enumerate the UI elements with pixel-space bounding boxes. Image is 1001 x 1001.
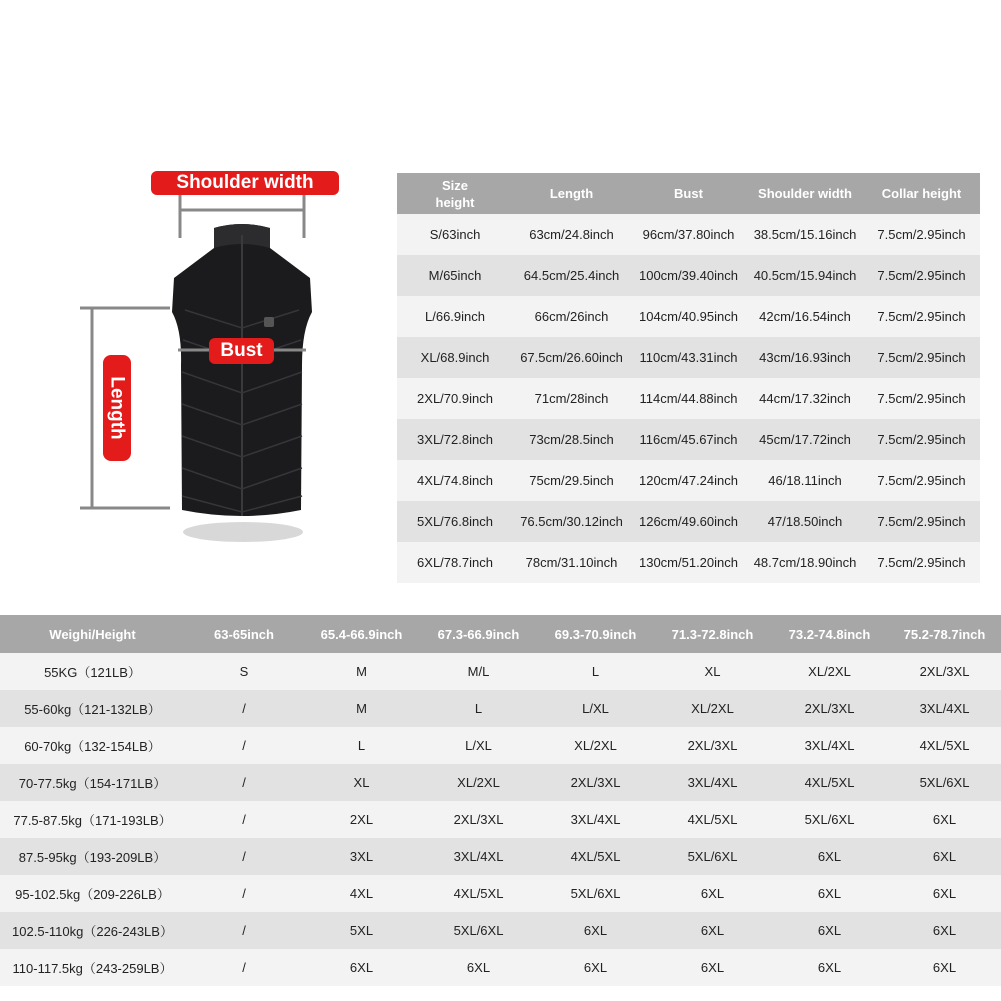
collar-height-cell: 7.5cm/2.95inch <box>863 296 980 337</box>
recommended-size-cell: 6XL <box>654 949 771 986</box>
recommended-size-cell: 4XL <box>303 875 420 912</box>
shoulder-width-cell: 47/18.50inch <box>747 501 863 542</box>
recommended-size-cell: 3XL <box>303 838 420 875</box>
recommended-size-cell: XL/2XL <box>537 727 654 764</box>
collar-height-cell: 7.5cm/2.95inch <box>863 419 980 460</box>
recommended-size-cell: 6XL <box>888 801 1001 838</box>
length-cell: 67.5cm/26.60inch <box>513 337 630 378</box>
height-range-header: 75.2-78.7inch <box>888 615 1001 653</box>
length-cell: 63cm/24.8inch <box>513 214 630 255</box>
recommended-size-cell: / <box>185 875 303 912</box>
recommended-size-cell: 6XL <box>888 838 1001 875</box>
length-cell: 71cm/28inch <box>513 378 630 419</box>
recommended-size-cell: XL <box>654 653 771 690</box>
size-cell: 6XL/78.7inch <box>397 542 513 583</box>
weight-height-header-row <box>0 615 1001 653</box>
bust-cell: 126cm/49.60inch <box>630 501 747 542</box>
table-row <box>0 912 1001 949</box>
vest-icon <box>172 224 312 516</box>
size-cell: 3XL/72.8inch <box>397 419 513 460</box>
table-row <box>397 214 980 255</box>
recommended-size-cell: L <box>537 653 654 690</box>
table-row <box>397 255 980 296</box>
bust-cell: 130cm/51.20inch <box>630 542 747 583</box>
recommended-size-cell: / <box>185 801 303 838</box>
size-height-header: Size height <box>397 173 513 214</box>
recommended-size-cell: / <box>185 838 303 875</box>
weight-cell: 55KG（121LB） <box>0 653 185 690</box>
recommended-size-cell: 6XL <box>888 912 1001 949</box>
recommended-size-cell: 6XL <box>888 875 1001 912</box>
collar-height-header: Collar height <box>863 173 980 214</box>
recommended-size-cell: 5XL/6XL <box>537 875 654 912</box>
vest-shadow <box>183 522 303 542</box>
collar-height-cell: 7.5cm/2.95inch <box>863 378 980 419</box>
recommended-size-cell: 2XL/3XL <box>888 653 1001 690</box>
collar-height-cell: 7.5cm/2.95inch <box>863 501 980 542</box>
bust-header: Bust <box>630 173 747 214</box>
recommended-size-cell: XL/2XL <box>654 690 771 727</box>
length-header: Length <box>513 173 630 214</box>
weight-cell: 55-60kg（121-132LB） <box>0 690 185 727</box>
size-chart-header-row <box>397 173 980 214</box>
recommended-size-cell: 3XL/4XL <box>888 690 1001 727</box>
bust-label: Bust <box>209 338 274 364</box>
recommended-size-cell: L/XL <box>420 727 537 764</box>
table-row <box>397 460 980 501</box>
recommended-size-cell: XL <box>303 764 420 801</box>
recommended-size-cell: 2XL/3XL <box>654 727 771 764</box>
size-cell: L/66.9inch <box>397 296 513 337</box>
recommended-size-cell: 6XL <box>771 949 888 986</box>
length-cell: 75cm/29.5inch <box>513 460 630 501</box>
recommended-size-cell: 6XL <box>654 875 771 912</box>
length-label: Length <box>107 376 129 440</box>
table-row <box>397 501 980 542</box>
height-range-header: 69.3-70.9inch <box>537 615 654 653</box>
recommended-size-cell: 2XL/3XL <box>537 764 654 801</box>
bust-cell: 96cm/37.80inch <box>630 214 747 255</box>
bust-cell: 120cm/47.24inch <box>630 460 747 501</box>
table-row <box>0 653 1001 690</box>
weight-cell: 95-102.5kg（209-226LB） <box>0 875 185 912</box>
shoulder-width-label: Shoulder width <box>151 171 339 195</box>
weight-height-header: Weighi/Height <box>0 615 185 653</box>
recommended-size-cell: 2XL/3XL <box>771 690 888 727</box>
weight-cell: 110-117.5kg（243-259LB） <box>0 949 185 986</box>
vest-illustration <box>0 150 395 580</box>
bust-cell: 116cm/45.67inch <box>630 419 747 460</box>
length-cell: 66cm/26inch <box>513 296 630 337</box>
collar-height-cell: 7.5cm/2.95inch <box>863 460 980 501</box>
weight-cell: 102.5-110kg（226-243LB） <box>0 912 185 949</box>
weight-cell: 87.5-95kg（193-209LB） <box>0 838 185 875</box>
height-range-header: 73.2-74.8inch <box>771 615 888 653</box>
recommended-size-cell: 6XL <box>303 949 420 986</box>
recommended-size-cell: 5XL/6XL <box>654 838 771 875</box>
height-range-header: 67.3-66.9inch <box>420 615 537 653</box>
recommended-size-cell: 6XL <box>771 912 888 949</box>
table-row <box>0 764 1001 801</box>
table-row <box>397 378 980 419</box>
recommended-size-cell: M/L <box>420 653 537 690</box>
recommended-size-cell: 3XL/4XL <box>654 764 771 801</box>
size-chart-table <box>397 173 980 583</box>
recommended-size-cell: 6XL <box>537 949 654 986</box>
table-row <box>397 337 980 378</box>
height-range-header: 63-65inch <box>185 615 303 653</box>
recommended-size-cell: 4XL/5XL <box>654 801 771 838</box>
height-range-header: 65.4-66.9inch <box>303 615 420 653</box>
recommended-size-cell: 3XL/4XL <box>771 727 888 764</box>
height-range-header: 71.3-72.8inch <box>654 615 771 653</box>
recommended-size-cell: / <box>185 690 303 727</box>
recommended-size-cell: / <box>185 912 303 949</box>
table-row <box>0 875 1001 912</box>
recommended-size-cell: 6XL <box>654 912 771 949</box>
recommended-size-cell: 6XL <box>888 949 1001 986</box>
recommended-size-cell: L <box>303 727 420 764</box>
table-row <box>0 949 1001 986</box>
size-cell: M/65inch <box>397 255 513 296</box>
table-row <box>0 838 1001 875</box>
table-row <box>397 419 980 460</box>
size-cell: 2XL/70.9inch <box>397 378 513 419</box>
recommended-size-cell: S <box>185 653 303 690</box>
recommended-size-cell: 4XL/5XL <box>771 764 888 801</box>
length-label-badge <box>103 355 131 461</box>
recommended-size-cell: M <box>303 653 420 690</box>
weight-height-table <box>0 615 1001 986</box>
bust-cell: 100cm/39.40inch <box>630 255 747 296</box>
recommended-size-cell: 5XL <box>303 912 420 949</box>
recommended-size-cell: 6XL <box>537 912 654 949</box>
length-cell: 76.5cm/30.12inch <box>513 501 630 542</box>
length-cell: 64.5cm/25.4inch <box>513 255 630 296</box>
recommended-size-cell: 3XL/4XL <box>420 838 537 875</box>
recommended-size-cell: 4XL/5XL <box>537 838 654 875</box>
table-row <box>397 542 980 583</box>
recommended-size-cell: 6XL <box>771 875 888 912</box>
recommended-size-cell: / <box>185 727 303 764</box>
recommended-size-cell: / <box>185 949 303 986</box>
table-row <box>0 801 1001 838</box>
size-cell: S/63inch <box>397 214 513 255</box>
shoulder-width-cell: 45cm/17.72inch <box>747 419 863 460</box>
recommended-size-cell: 4XL/5XL <box>888 727 1001 764</box>
shoulder-width-cell: 43cm/16.93inch <box>747 337 863 378</box>
weight-cell: 77.5-87.5kg（171-193LB） <box>0 801 185 838</box>
shoulder-width-cell: 46/18.11inch <box>747 460 863 501</box>
shoulder-width-cell: 38.5cm/15.16inch <box>747 214 863 255</box>
recommended-size-cell: 6XL <box>420 949 537 986</box>
recommended-size-cell: L <box>420 690 537 727</box>
shoulder-width-header: Shoulder width <box>747 173 863 214</box>
recommended-size-cell: 5XL/6XL <box>888 764 1001 801</box>
recommended-size-cell: XL/2XL <box>771 653 888 690</box>
bust-cell: 110cm/43.31inch <box>630 337 747 378</box>
size-cell: 4XL/74.8inch <box>397 460 513 501</box>
shoulder-width-cell: 42cm/16.54inch <box>747 296 863 337</box>
shoulder-width-cell: 48.7cm/18.90inch <box>747 542 863 583</box>
weight-cell: 70-77.5kg（154-171LB） <box>0 764 185 801</box>
recommended-size-cell: 2XL/3XL <box>420 801 537 838</box>
shoulder-width-cell: 44cm/17.32inch <box>747 378 863 419</box>
collar-height-cell: 7.5cm/2.95inch <box>863 542 980 583</box>
recommended-size-cell: / <box>185 764 303 801</box>
collar-height-cell: 7.5cm/2.95inch <box>863 214 980 255</box>
shoulder-width-cell: 40.5cm/15.94inch <box>747 255 863 296</box>
recommended-size-cell: 2XL <box>303 801 420 838</box>
table-row <box>397 296 980 337</box>
vest-measurement-diagram <box>0 150 395 580</box>
recommended-size-cell: 5XL/6XL <box>771 801 888 838</box>
table-row <box>0 727 1001 764</box>
recommended-size-cell: XL/2XL <box>420 764 537 801</box>
size-cell: 5XL/76.8inch <box>397 501 513 542</box>
recommended-size-cell: 6XL <box>771 838 888 875</box>
collar-height-cell: 7.5cm/2.95inch <box>863 337 980 378</box>
bust-cell: 114cm/44.88inch <box>630 378 747 419</box>
size-cell: XL/68.9inch <box>397 337 513 378</box>
length-cell: 73cm/28.5inch <box>513 419 630 460</box>
recommended-size-cell: 3XL/4XL <box>537 801 654 838</box>
bust-cell: 104cm/40.95inch <box>630 296 747 337</box>
table-row <box>0 690 1001 727</box>
recommended-size-cell: M <box>303 690 420 727</box>
recommended-size-cell: 4XL/5XL <box>420 875 537 912</box>
recommended-size-cell: 5XL/6XL <box>420 912 537 949</box>
length-cell: 78cm/31.10inch <box>513 542 630 583</box>
collar-height-cell: 7.5cm/2.95inch <box>863 255 980 296</box>
recommended-size-cell: L/XL <box>537 690 654 727</box>
weight-cell: 60-70kg（132-154LB） <box>0 727 185 764</box>
